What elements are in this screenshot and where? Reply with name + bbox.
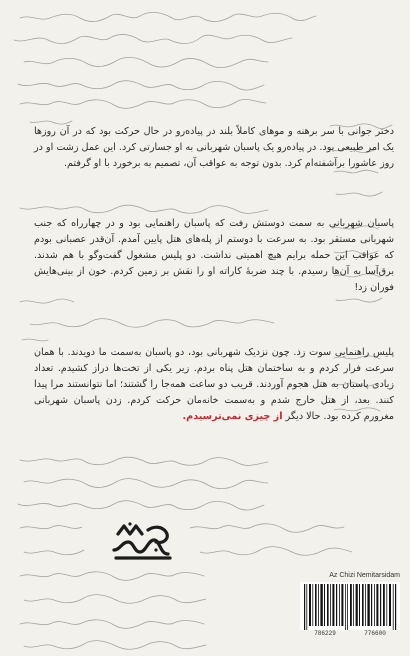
barcode-left-digits: 786229 xyxy=(314,630,336,637)
isbn-barcode xyxy=(300,572,400,638)
paragraph-3 xyxy=(34,345,394,425)
barcode-digits xyxy=(300,630,400,637)
paragraph-3-text: پلیس راهنمایی سوت زد. چون نزدیک شهربانی بود، دو پاسبان به‌سمت ما دویدند. با همان سرعت فرار کردم و به ساختمان هتل پناه بردم. زیر یکی از تخت‌ها دراز کشیدم. تعداد زیادی پاسبان به هتل هجوم آوردند. قریب دو ساعت همه‌جا را گشتند؛ اما نتوانستند مرا پیدا کنند. بعد، از هتل خارج شدم و به‌سمت خانه‌مان حرکت کردم. زدن پاسبان شهربانی مغرورم کرده بود. حالا دیگر xyxy=(34,347,394,422)
barcode-bars xyxy=(300,582,400,630)
barcode-title: Az Chizi Nemitarsidam xyxy=(329,572,400,579)
paragraph-2-text: پاسبان شهربانی به سمت دوستش رفت که پاسبان راهنمایی بود و در چهارراه که جنب شهربانی مستقر بود. به سرعت با دوستم از پله‌های هتل پایین آمدم. آن‌قدر عصبانی بودم که عواقب این حمله برایم هیچ اهمیتی نداشت. دو پلیس مشغول گفت‌وگو با هم شدند. برق‌آسا به آن‌ها رسیدم. با چند ضربهٔ کاراته او را نقش بر زمین کردم. خون از بینی‌هایش فوران زد! xyxy=(34,218,394,293)
synopsis-paragraph-2 xyxy=(34,216,394,296)
synopsis-paragraph-1 xyxy=(34,124,394,172)
synopsis-paragraph-3 xyxy=(34,345,394,425)
barcode-right-digits: 776600 xyxy=(364,630,386,637)
publisher-logo xyxy=(108,520,178,564)
paragraph-1-text: دختر جوانی با سر برهنه و موهای کاملاً بلند در پیاده‌رو در حال حرکت بود که در آن روزها یک امر طبیعی بود. در پیاده‌رو یک پاسبان شهربانی به او جسارتی کرد. این عمل زشت او در روز عاشورا برآشفته‌ام کرد. بدون توجه به عواقب آن، تصمیم به برخورد با او گرفتم. xyxy=(34,126,394,169)
highlighted-phrase: از چیزی نمی‌ترسیدم. xyxy=(182,411,283,422)
